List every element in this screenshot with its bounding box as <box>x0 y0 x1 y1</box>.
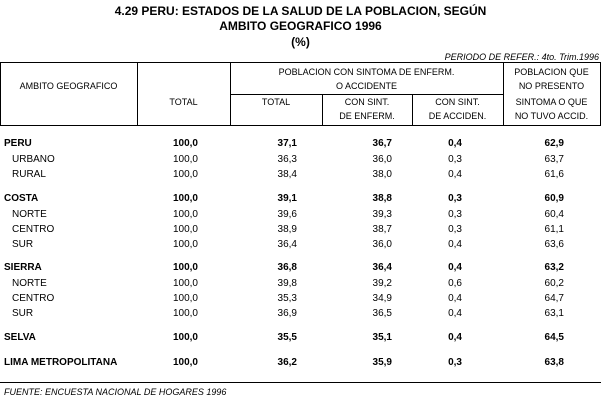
table-bottom-border <box>0 382 601 383</box>
table-unit: (%) <box>291 35 310 49</box>
cell-no-sint: 64,5 <box>544 332 564 343</box>
cell-total: 100,0 <box>172 332 198 343</box>
cell-total: 100,0 <box>172 278 198 289</box>
cell-no-sint: 60,9 <box>544 193 564 204</box>
cell-enferm: 38,7 <box>372 224 392 235</box>
cell-sint-total: 39,8 <box>277 278 297 289</box>
cell-total: 100,0 <box>172 138 198 149</box>
cell-no-sint: 64,7 <box>544 293 564 304</box>
row-label: PERU <box>4 138 32 149</box>
table-row <box>0 331 601 345</box>
row-label: NORTE <box>12 209 47 220</box>
header-sub-enferm-line1: CON SINT. <box>344 97 390 107</box>
cell-accid: 0,6 <box>448 278 462 289</box>
header-sub-accid-line1: CON SINT. <box>435 97 480 107</box>
cell-no-sint: 63,2 <box>544 262 564 273</box>
cell-no-sint: 60,2 <box>544 278 564 289</box>
row-label: CENTRO <box>12 293 55 304</box>
table-row <box>0 261 601 275</box>
table-row <box>0 153 601 167</box>
cell-no-sint: 63,6 <box>544 239 564 250</box>
header-sub-accid-line2: DE ACCIDEN. <box>428 111 487 121</box>
cell-sint-total: 38,4 <box>277 169 297 180</box>
header-sub-total: TOTAL <box>261 97 291 107</box>
cell-no-sint: 63,1 <box>544 308 564 319</box>
cell-total: 100,0 <box>172 293 198 304</box>
cell-enferm: 38,8 <box>372 193 392 204</box>
table-row <box>0 292 601 306</box>
cell-accid: 0,3 <box>448 209 462 220</box>
row-label: SELVA <box>4 332 36 343</box>
col-border <box>137 62 138 125</box>
cell-accid: 0,4 <box>448 308 462 319</box>
header-no-line1: POBLACION QUE <box>514 67 589 77</box>
cell-total: 100,0 <box>172 154 198 165</box>
cell-enferm: 38,0 <box>372 169 392 180</box>
cell-total: 100,0 <box>172 193 198 204</box>
row-label: RURAL <box>12 169 46 180</box>
cell-total: 100,0 <box>172 357 198 368</box>
header-no-line3: SINTOMA O QUE <box>515 97 588 107</box>
cell-accid: 0,3 <box>448 154 462 165</box>
cell-sint-total: 36,8 <box>277 262 297 273</box>
cell-total: 100,0 <box>172 239 198 250</box>
header-group-line2: O ACCIDENTE <box>335 81 397 91</box>
cell-sint-total: 35,5 <box>277 332 297 343</box>
cell-accid: 0,4 <box>448 332 462 343</box>
table-row <box>0 192 601 206</box>
header-total: TOTAL <box>169 97 198 107</box>
cell-sint-total: 37,1 <box>277 138 297 149</box>
row-label: URBANO <box>12 154 55 165</box>
cell-accid: 0,3 <box>448 224 462 235</box>
cell-no-sint: 63,7 <box>544 154 564 165</box>
cell-enferm: 36,5 <box>372 308 392 319</box>
table-row <box>0 277 601 291</box>
cell-accid: 0,4 <box>448 138 462 149</box>
cell-enferm: 36,7 <box>372 138 392 149</box>
cell-sint-total: 38,9 <box>277 224 297 235</box>
source-note: FUENTE: ENCUESTA NACIONAL DE HOGARES 1996 <box>4 387 227 397</box>
row-label: SIERRA <box>4 262 42 273</box>
row-label: CENTRO <box>12 224 55 235</box>
reference-period: PERIODO DE REFER.: 4to. Trim.1996 <box>444 52 599 62</box>
table-row <box>0 356 601 370</box>
table-row <box>0 307 601 321</box>
table-top-border <box>0 62 601 63</box>
cell-sint-total: 36,3 <box>277 154 297 165</box>
cell-total: 100,0 <box>172 262 198 273</box>
table-row <box>0 168 601 182</box>
cell-enferm: 36,0 <box>372 239 392 250</box>
table-row <box>0 208 601 222</box>
cell-enferm: 39,3 <box>372 209 392 220</box>
cell-accid: 0,4 <box>448 262 462 273</box>
row-label: LIMA METROPOLITANA <box>4 357 118 368</box>
header-group-line1: POBLACION CON SINTOMA DE ENFERM. <box>278 67 455 77</box>
cell-accid: 0,3 <box>448 357 462 368</box>
cell-sint-total: 36,2 <box>277 357 297 368</box>
cell-accid: 0,4 <box>448 239 462 250</box>
cell-sint-total: 39,6 <box>277 209 297 220</box>
cell-enferm: 36,4 <box>372 262 392 273</box>
cell-enferm: 35,9 <box>372 357 392 368</box>
cell-accid: 0,4 <box>448 169 462 180</box>
table-title-line1: 4.29 PERU: ESTADOS DE LA SALUD DE LA POBLACION, SEGÚN <box>114 4 487 18</box>
row-label: NORTE <box>12 278 47 289</box>
cell-no-sint: 62,9 <box>544 138 564 149</box>
col-border <box>0 62 1 125</box>
cell-no-sint: 61,6 <box>544 169 564 180</box>
header-sub-enferm-line2: DE ENFERM. <box>339 111 395 121</box>
table-row <box>0 238 601 252</box>
row-label: COSTA <box>4 193 39 204</box>
group-header-rule <box>230 94 503 95</box>
header-bottom-border <box>0 125 601 126</box>
table-row <box>0 223 601 237</box>
cell-accid: 0,3 <box>448 193 462 204</box>
cell-accid: 0,4 <box>448 293 462 304</box>
cell-total: 100,0 <box>172 209 198 220</box>
row-label: SUR <box>12 239 34 250</box>
cell-sint-total: 36,4 <box>277 239 297 250</box>
cell-enferm: 34,9 <box>372 293 392 304</box>
header-no-line4: NO TUVO ACCID. <box>514 111 589 121</box>
cell-no-sint: 61,1 <box>544 224 564 235</box>
header-no-line2: NO PRESENTO <box>518 81 585 91</box>
cell-sint-total: 35,3 <box>277 293 297 304</box>
cell-enferm: 39,2 <box>372 278 392 289</box>
header-ambito: AMBITO GEOGRAFICO <box>19 81 118 91</box>
row-label: SUR <box>12 308 34 319</box>
data-table <box>0 62 601 382</box>
cell-no-sint: 60,4 <box>544 209 564 220</box>
table-title-line2: AMBITO GEOGRAFICO 1996 <box>219 19 382 33</box>
cell-total: 100,0 <box>172 224 198 235</box>
cell-total: 100,0 <box>172 169 198 180</box>
cell-enferm: 35,1 <box>372 332 392 343</box>
cell-enferm: 36,0 <box>372 154 392 165</box>
cell-sint-total: 39,1 <box>277 193 297 204</box>
cell-total: 100,0 <box>172 308 198 319</box>
table-row <box>0 137 601 151</box>
cell-sint-total: 36,9 <box>277 308 297 319</box>
cell-no-sint: 63,8 <box>544 357 564 368</box>
